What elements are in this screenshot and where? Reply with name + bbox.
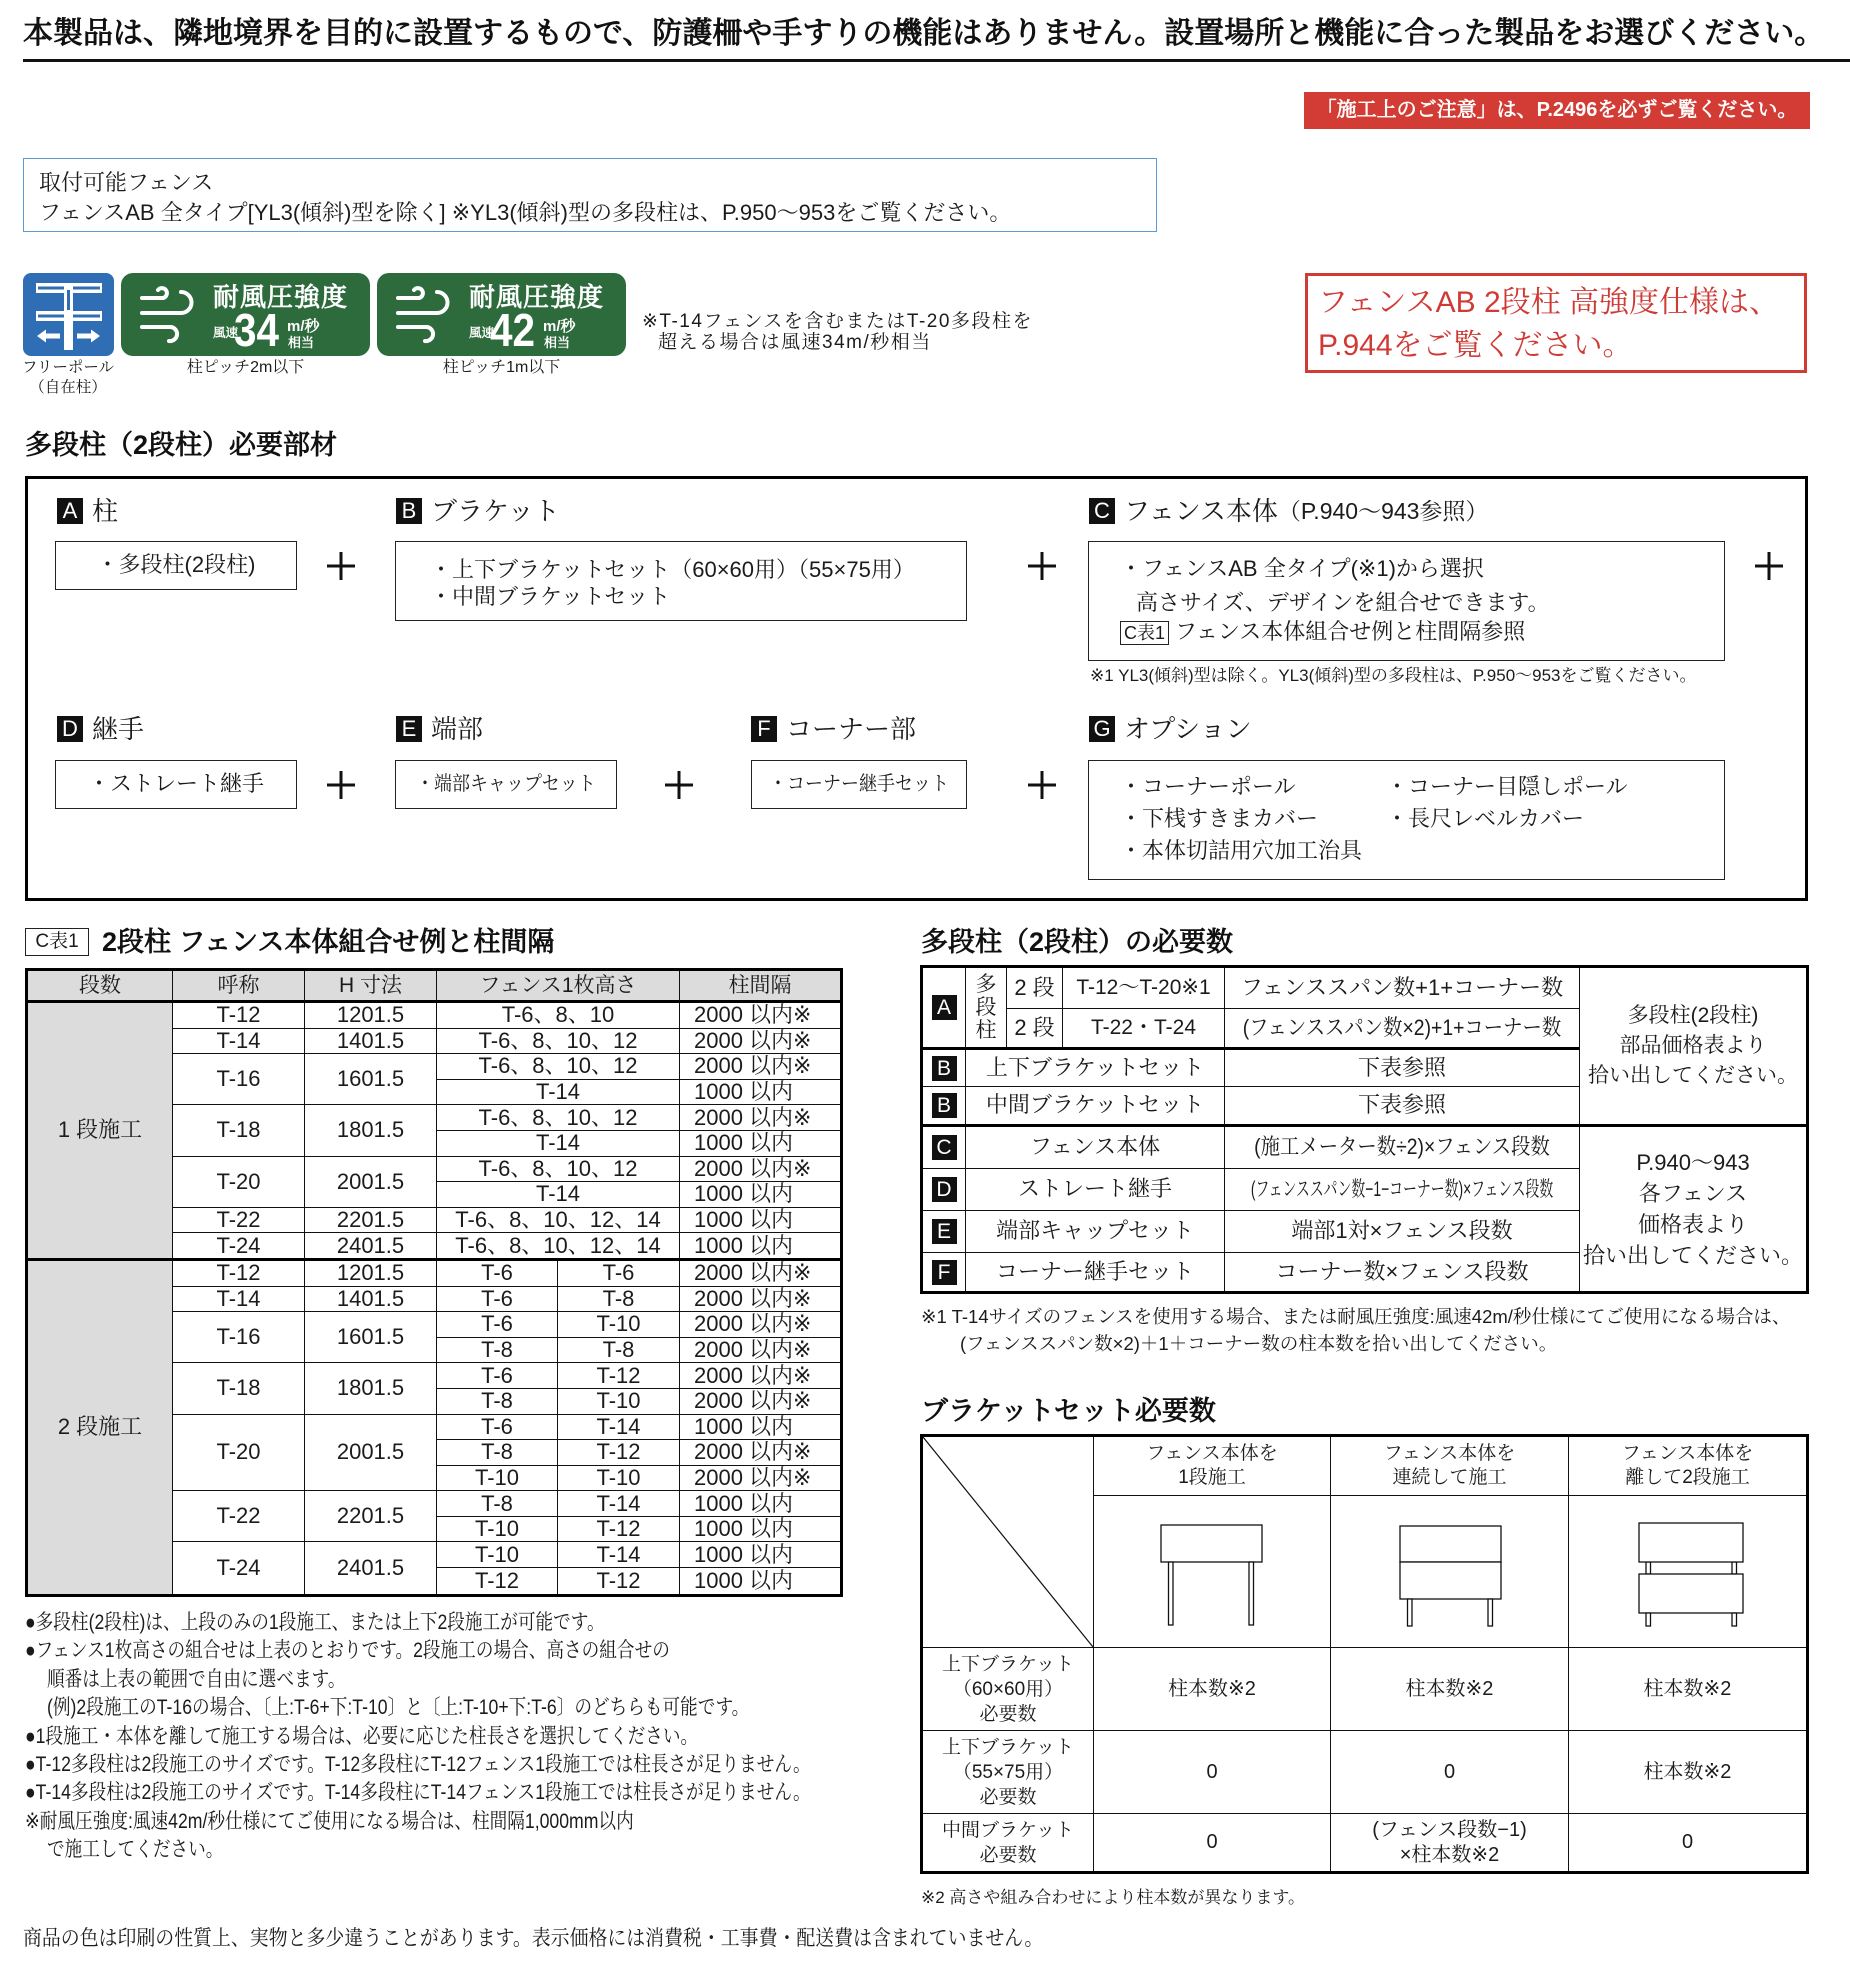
h-dimension: 1201.5 bbox=[305, 1261, 437, 1287]
model-name: T-18 bbox=[173, 1105, 305, 1156]
post-pitch: 1000 以内 bbox=[680, 1542, 840, 1568]
model-name: T-22 bbox=[173, 1491, 305, 1542]
fence-height: T-6、8、10、12 bbox=[437, 1029, 680, 1055]
stage-label: 1 段施工 bbox=[28, 1003, 173, 1261]
group-d-item: ・ストレート継手 bbox=[87, 771, 264, 796]
note-line: 各フェンス bbox=[1638, 1181, 1748, 1206]
post-pitch: 1000 以内 bbox=[680, 1080, 840, 1106]
formula-cell: 下表参照 bbox=[1225, 1087, 1580, 1127]
upper-fence-height: T-8 bbox=[437, 1491, 558, 1517]
lower-fence-height: T-12 bbox=[558, 1568, 680, 1594]
free-pole-icon bbox=[23, 273, 114, 356]
group-d-title: 継手 bbox=[92, 714, 145, 744]
note-line: 拾い出してください。 bbox=[1588, 1064, 1798, 1087]
group-g-label bbox=[1089, 715, 1252, 743]
fence-height: T-6、8、10、12 bbox=[437, 1054, 680, 1080]
post-pitch: 1000 以内 bbox=[680, 1182, 840, 1208]
model-name: T-12 bbox=[173, 1003, 305, 1029]
letter-badge-g: G bbox=[1089, 716, 1115, 742]
letter-badge-d: D bbox=[57, 716, 83, 742]
size-range-cell: T-12〜T-20※1 bbox=[1063, 968, 1225, 1009]
note-text: ●1段施工・本体を離して施工する場合は、必要に応じた柱長さを選択してください。 bbox=[25, 1724, 699, 1748]
formula-cell bbox=[1225, 1169, 1580, 1211]
lower-fence-height: T-12 bbox=[558, 1440, 680, 1466]
corner-cell bbox=[923, 1437, 1094, 1648]
parts-heading: 多段柱（2段柱）必要部材 bbox=[25, 430, 338, 460]
plus-icon bbox=[327, 771, 355, 799]
lower-fence-height: T-12 bbox=[558, 1517, 680, 1543]
bracket-count-cell: 柱本数※2 bbox=[1331, 1648, 1569, 1731]
lower-fence-height: T-6 bbox=[558, 1261, 680, 1287]
note-line bbox=[25, 1694, 960, 1722]
upper-fence-height: T-6 bbox=[437, 1287, 558, 1313]
h-dimension: 1401.5 bbox=[305, 1287, 437, 1313]
group-d-label bbox=[57, 715, 144, 743]
part-name-cell: フェンス本体 bbox=[966, 1127, 1225, 1169]
post-pitch: 1000 以内 bbox=[680, 1415, 840, 1441]
column-header-height: H 寸法 bbox=[305, 971, 437, 1003]
wind-speed-unit: m/秒 bbox=[287, 318, 320, 335]
title-divider bbox=[23, 59, 1850, 62]
group-f-items bbox=[751, 760, 967, 809]
post-pitch: 2000 以内※ bbox=[680, 1054, 840, 1080]
letter-badge-a: A bbox=[932, 995, 957, 1020]
fence-height: T-6、8、10、12、14 bbox=[437, 1233, 680, 1261]
bracket-count-cell: 柱本数※2 bbox=[1094, 1648, 1331, 1731]
fence-height: T-14 bbox=[437, 1182, 680, 1208]
formula-cell: 下表参照 bbox=[1225, 1050, 1580, 1087]
parts-price-note bbox=[1580, 968, 1806, 1127]
wind-badge-caption: 柱ピッチ1m以下 bbox=[442, 359, 561, 376]
wind-rating-title: 耐風圧強度 bbox=[469, 282, 605, 312]
letter-badge-c: C bbox=[1089, 498, 1115, 524]
note-text: ※耐風圧強度:風速42m/秒仕様にてご使用になる場合は、柱間隔1,000mm以内 bbox=[25, 1809, 634, 1833]
letter-badge-d: D bbox=[932, 1177, 957, 1202]
table-ref-badge: C表1 bbox=[1120, 621, 1169, 645]
note-text: (例)2段施工のT-16の場合、〔上:T-6+下:T-10〕と〔上:T-10+下:T-6〕のどちらも可能です。 bbox=[47, 1696, 750, 1720]
group-a-title: 柱 bbox=[92, 496, 119, 526]
column-header-stages: 段数 bbox=[28, 971, 173, 1003]
lower-fence-height: T-10 bbox=[558, 1312, 680, 1338]
post-pitch: 1000 以内 bbox=[680, 1131, 840, 1157]
note-line: 価格表より bbox=[1637, 1212, 1748, 1237]
post-pitch: 2000 以内※ bbox=[680, 1105, 840, 1131]
upper-fence-height: T-6 bbox=[437, 1312, 558, 1338]
fence-price-note bbox=[1580, 1127, 1806, 1291]
diagram-cell bbox=[1094, 1496, 1331, 1648]
post-pitch: 2000 以内※ bbox=[680, 1466, 840, 1492]
wind-note-line-1: ※T-14フェンスを含むまたはT-20多段柱を bbox=[642, 311, 1033, 332]
note-line: 拾い出してください。 bbox=[1582, 1243, 1803, 1268]
note-text: ●T-12多段柱は2段施工のサイズです。T-12多段柱にT-12フェンス1段施工では柱長さが足りません。 bbox=[25, 1752, 811, 1776]
required-posts-heading: 多段柱（2段柱）の必要数 bbox=[921, 927, 1234, 957]
h-dimension: 2001.5 bbox=[305, 1157, 437, 1208]
stage-cell: 2 段 bbox=[1007, 1009, 1063, 1050]
fence-height: T-6、8、10、12 bbox=[437, 1105, 680, 1131]
post-pitch: 2000 以内※ bbox=[680, 1029, 840, 1055]
column-header-fence-height: フェンス1枚高さ bbox=[437, 971, 680, 1003]
table-ref-text: フェンス本体組合せ例と柱間隔参照 bbox=[1175, 619, 1526, 644]
notes-list bbox=[25, 1609, 960, 1865]
group-c-table-ref-line bbox=[1120, 618, 1525, 646]
fence-combination-table bbox=[25, 968, 843, 1597]
row-label-middle bbox=[923, 1814, 1094, 1871]
letter-badge-b: B bbox=[396, 498, 422, 524]
group-c-item: 高さサイズ、デザインを組合せできます。 bbox=[1136, 590, 1550, 615]
group-b-label bbox=[396, 497, 560, 525]
group-f-item: ・コーナー継手セット bbox=[769, 773, 949, 795]
note-text: 順番は上表の範囲で自由に選べます。 bbox=[47, 1667, 346, 1691]
group-f-item-row bbox=[752, 770, 966, 798]
lower-fence-height: T-10 bbox=[558, 1466, 680, 1492]
c-table-title: 2段柱 フェンス本体組合せ例と柱間隔 bbox=[102, 927, 555, 957]
fence-height: T-6、8、10、12、14 bbox=[437, 1208, 680, 1234]
lower-fence-height: T-8 bbox=[558, 1338, 680, 1364]
required-posts-table bbox=[920, 965, 1809, 1294]
fence-height: T-6、8、10 bbox=[437, 1003, 680, 1029]
free-pole-sublabel: （自在柱） bbox=[29, 379, 107, 396]
h-dimension: 1401.5 bbox=[305, 1029, 437, 1055]
post-pitch: 2000 以内※ bbox=[680, 1440, 840, 1466]
letter-badge-f: F bbox=[932, 1260, 957, 1285]
fence-height: T-6、8、10、12 bbox=[437, 1157, 680, 1183]
bracket-count-cell: 0 bbox=[1094, 1814, 1331, 1871]
row-label-line: 上下ブラケット bbox=[941, 1653, 1075, 1675]
note-line bbox=[25, 1808, 960, 1836]
lower-fence-height: T-12 bbox=[558, 1363, 680, 1389]
footer-disclaimer-text: 商品の色は印刷の性質上、実物と多少違うことがあります。表示価格には消費税・工事費・配送費は含まれていません。 bbox=[23, 1927, 1044, 1950]
post-pitch: 1000 以内 bbox=[680, 1517, 840, 1543]
part-name-cell: 端部キャップセット bbox=[966, 1211, 1225, 1253]
group-a-item: ・多段柱(2段柱) bbox=[96, 552, 256, 577]
letter-badge-f: F bbox=[751, 716, 777, 742]
bracket-count-cell bbox=[1331, 1814, 1569, 1871]
formula-cell: コーナー数×フェンス段数 bbox=[1225, 1253, 1580, 1291]
post-pitch: 2000 以内※ bbox=[680, 1338, 840, 1364]
plus-icon bbox=[665, 771, 693, 799]
free-pole-label: フリーポール bbox=[21, 359, 115, 376]
group-f-label bbox=[751, 715, 916, 743]
model-name: T-24 bbox=[173, 1542, 305, 1593]
row-label-line: 中間ブラケット bbox=[941, 1819, 1075, 1841]
post-name-vertical: 多段柱 bbox=[975, 973, 997, 1042]
row-e-letter-cell bbox=[923, 1211, 966, 1253]
h-dimension: 1601.5 bbox=[305, 1312, 437, 1363]
group-b-item: ・上下ブラケットセット（60×60用）（55×75用） bbox=[430, 557, 915, 582]
row-c-letter-cell bbox=[923, 1127, 966, 1169]
upper-fence-height: T-8 bbox=[437, 1440, 558, 1466]
c-table-ref-badge: C表1 bbox=[25, 928, 89, 956]
upper-fence-height: T-10 bbox=[437, 1466, 558, 1492]
required-posts-footnote-2: (フェンススパン数×2)＋1＋コーナー数の柱本数を拾い出してください。 bbox=[960, 1333, 1558, 1354]
post-pitch: 1000 以内 bbox=[680, 1491, 840, 1517]
post-pitch: 2000 以内※ bbox=[680, 1157, 840, 1183]
upper-fence-height: T-8 bbox=[437, 1389, 558, 1415]
group-f-title: コーナー部 bbox=[786, 714, 917, 744]
post-pitch: 2000 以内※ bbox=[680, 1003, 840, 1029]
column-header-line: 連続して施工 bbox=[1392, 1467, 1507, 1488]
h-dimension: 2401.5 bbox=[305, 1542, 437, 1593]
plus-icon bbox=[1755, 552, 1783, 580]
group-e-items bbox=[395, 760, 617, 809]
option-item: ・コーナーポール bbox=[1120, 774, 1296, 799]
diagram-cell bbox=[1331, 1496, 1569, 1648]
group-c-items bbox=[1088, 541, 1725, 661]
row-label-line: 必要数 bbox=[979, 1786, 1037, 1808]
post-pitch: 2000 以内※ bbox=[680, 1287, 840, 1313]
bracket-sets-footnote: ※2 高さや組み合わせにより柱本数が異なります。 bbox=[921, 1888, 1306, 1907]
h-dimension: 1601.5 bbox=[305, 1054, 437, 1105]
post-name-cell bbox=[966, 968, 1007, 1050]
letter-badge-b: B bbox=[932, 1093, 957, 1118]
group-c-item: ・フェンスAB 全タイプ(※1)から選択 bbox=[1120, 556, 1484, 581]
bracket-count-line: (フェンス段数−1) bbox=[1372, 1818, 1527, 1841]
note-line bbox=[25, 1751, 960, 1779]
column-header-post-pitch: 柱間隔 bbox=[680, 971, 840, 1003]
footer-disclaimer bbox=[23, 1927, 1157, 1951]
stage-label: 2 段施工 bbox=[28, 1261, 173, 1594]
row-label-line: （60×60用） bbox=[952, 1678, 1064, 1700]
note-line bbox=[25, 1637, 960, 1665]
lower-fence-height: T-8 bbox=[558, 1287, 680, 1313]
lower-fence-height: T-10 bbox=[558, 1389, 680, 1415]
wind-rating-badge-34 bbox=[121, 273, 370, 356]
model-name: T-20 bbox=[173, 1157, 305, 1208]
model-name: T-14 bbox=[173, 1287, 305, 1313]
note-line bbox=[25, 1609, 960, 1637]
high-strength-notice-line-2: P.944をご覧ください。 bbox=[1318, 329, 1633, 362]
column-header-continuous bbox=[1331, 1437, 1569, 1496]
group-c-title: フェンス本体 bbox=[1124, 496, 1278, 526]
bracket-count-cell: 柱本数※2 bbox=[1569, 1731, 1806, 1814]
note-text: で施工してください。 bbox=[47, 1838, 224, 1862]
group-g-title: オプション bbox=[1124, 714, 1252, 744]
post-pitch: 2000 以内※ bbox=[680, 1363, 840, 1389]
lower-fence-height: T-14 bbox=[558, 1542, 680, 1568]
bracket-count-line: ×柱本数※2 bbox=[1399, 1843, 1500, 1866]
page-title: 本製品は、隣地境界を目的に設置するもので、防護柵や手すりの機能はありません。設置場所と機能に合った製品をお選びください。 bbox=[23, 17, 1825, 50]
row-b-letter-cell bbox=[923, 1050, 966, 1087]
note-line: P.940〜943 bbox=[1636, 1150, 1750, 1175]
part-name-cell: ストレート継手 bbox=[966, 1169, 1225, 1211]
h-dimension: 2201.5 bbox=[305, 1208, 437, 1234]
lower-fence-height: T-14 bbox=[558, 1491, 680, 1517]
bracket-count-cell: 柱本数※2 bbox=[1569, 1648, 1806, 1731]
note-line bbox=[25, 1779, 960, 1807]
compatible-fences-label: 取付可能フェンス bbox=[39, 170, 214, 195]
wind-rating-badge-42 bbox=[377, 273, 626, 356]
plus-icon bbox=[1028, 552, 1056, 580]
formula-cell: 端部1対×フェンス段数 bbox=[1225, 1211, 1580, 1253]
upper-fence-height: T-6 bbox=[437, 1261, 558, 1287]
upper-fence-height: T-6 bbox=[437, 1363, 558, 1389]
group-a-label bbox=[57, 497, 118, 525]
high-strength-notice bbox=[1305, 273, 1807, 373]
compatible-fences-text: フェンスAB 全タイプ[YL3(傾斜)型を除く] ※YL3(傾斜)型の多段柱は、P.950〜953をご覧ください。 bbox=[39, 200, 1012, 225]
wind-speed-suffix: 相当 bbox=[288, 335, 315, 350]
upper-fence-height: T-10 bbox=[437, 1517, 558, 1543]
row-label-line: （55×75用） bbox=[952, 1761, 1064, 1783]
continuous-fence-icon bbox=[1331, 1496, 1568, 1647]
bracket-count-cell: 0 bbox=[1331, 1731, 1569, 1814]
row-f-letter-cell bbox=[923, 1253, 966, 1291]
option-item: ・コーナー目隠しポール bbox=[1386, 774, 1628, 799]
plus-icon bbox=[1028, 771, 1056, 799]
lower-fence-height: T-14 bbox=[558, 1415, 680, 1441]
model-name: T-20 bbox=[173, 1415, 305, 1492]
h-dimension: 2401.5 bbox=[305, 1233, 437, 1261]
formula-text: (フェンススパン数×2)+1+コーナー数 bbox=[1242, 1014, 1562, 1040]
bracket-count-cell: 0 bbox=[1681, 1831, 1694, 1853]
part-name-cell: 上下ブラケットセット bbox=[966, 1050, 1225, 1087]
row-d-letter-cell bbox=[923, 1169, 966, 1211]
group-b-items bbox=[395, 541, 967, 621]
model-name: T-18 bbox=[173, 1363, 305, 1414]
part-name-cell: コーナー継手セット bbox=[966, 1253, 1225, 1291]
wind-speed-value: 42 bbox=[490, 304, 536, 356]
construction-notice-banner: 「施工上のご注意」は、P.2496を必ずご覧ください。 bbox=[1304, 92, 1810, 129]
diagram-cell bbox=[1569, 1496, 1806, 1648]
letter-badge-b: B bbox=[932, 1056, 957, 1081]
row-label-line: 必要数 bbox=[979, 1703, 1037, 1725]
column-header-line: フェンス本体を bbox=[1621, 1443, 1754, 1464]
post-pitch: 2000 以内※ bbox=[680, 1389, 840, 1415]
note-line bbox=[25, 1836, 960, 1864]
column-header-name: 呼称 bbox=[173, 971, 305, 1003]
parts-footnote: ※1 YL3(傾斜)型は除く。YL3(傾斜)型の多段柱は、P.950〜953をご覧ください。 bbox=[1090, 666, 1697, 685]
formula-cell: フェンススパン数+1+コーナー数 bbox=[1225, 968, 1580, 1009]
wind-speed-value: 34 bbox=[234, 304, 280, 356]
compatible-fences-box bbox=[23, 158, 1157, 232]
upper-fence-height: T-6 bbox=[437, 1415, 558, 1441]
plus-icon bbox=[327, 552, 355, 580]
high-strength-notice-line-1: フェンスAB 2段柱 高強度仕様は、 bbox=[1318, 286, 1779, 319]
model-name: T-24 bbox=[173, 1233, 305, 1261]
column-header-separated bbox=[1569, 1437, 1806, 1496]
option-item: ・長尺レベルカバー bbox=[1386, 806, 1585, 831]
group-e-item-row bbox=[396, 770, 616, 798]
note-line: 部品価格表より bbox=[1619, 1034, 1767, 1057]
model-name: T-12 bbox=[173, 1261, 305, 1287]
single-stage-fence-icon bbox=[1094, 1496, 1330, 1647]
group-d-items bbox=[55, 760, 297, 809]
separated-two-stage-fence-icon bbox=[1569, 1496, 1806, 1647]
note-text: ●多段柱(2段柱)は、上段のみの1段施工、または上下2段施工が可能です。 bbox=[25, 1611, 605, 1634]
group-a-items bbox=[55, 541, 297, 590]
group-c-page-ref: （P.940〜943参照） bbox=[1277, 498, 1489, 524]
row-label-line: 上下ブラケット bbox=[941, 1736, 1075, 1758]
column-header-line: 離して2段施工 bbox=[1625, 1467, 1750, 1488]
column-header-line: フェンス本体を bbox=[1383, 1443, 1516, 1464]
wind-speed-unit: m/秒 bbox=[543, 318, 576, 335]
bracket-count-cell: 0 bbox=[1094, 1731, 1331, 1814]
fence-height: T-14 bbox=[437, 1131, 680, 1157]
post-pitch: 1000 以内 bbox=[680, 1233, 840, 1261]
row-b-letter-cell bbox=[923, 1087, 966, 1127]
group-b-title: ブラケット bbox=[431, 496, 560, 526]
group-b-item: ・中間ブラケットセット bbox=[430, 584, 671, 609]
letter-badge-c: C bbox=[932, 1135, 957, 1160]
upper-fence-height: T-12 bbox=[437, 1568, 558, 1594]
post-pitch: 2000 以内※ bbox=[680, 1312, 840, 1338]
h-dimension: 1801.5 bbox=[305, 1105, 437, 1156]
upper-fence-height: T-8 bbox=[437, 1338, 558, 1364]
option-item: ・下桟すきまカバー bbox=[1120, 806, 1319, 831]
formula-text: (施工メーター数÷2)×フェンス段数 bbox=[1254, 1134, 1550, 1160]
row-label-line: 必要数 bbox=[979, 1844, 1037, 1866]
wind-speed-label: 風速 bbox=[213, 326, 239, 340]
column-header-single-stage bbox=[1094, 1437, 1331, 1496]
post-pitch: 2000 以内※ bbox=[680, 1261, 840, 1287]
fence-height: T-14 bbox=[437, 1080, 680, 1106]
group-e-label bbox=[396, 715, 483, 743]
note-line: 多段柱(2段柱) bbox=[1627, 1004, 1759, 1027]
wind-note-line-2: 超える場合は風速34m/秒相当 bbox=[658, 332, 932, 353]
letter-badge-a: A bbox=[57, 498, 83, 524]
group-g-items bbox=[1088, 760, 1725, 880]
diagonal-line bbox=[923, 1437, 1094, 1648]
wind-rating-title: 耐風圧強度 bbox=[213, 282, 349, 312]
option-item: ・本体切詰用穴加工治具 bbox=[1120, 838, 1363, 863]
row-label-upper-lower-55 bbox=[923, 1731, 1094, 1814]
group-e-item: ・端部キャップセット bbox=[416, 773, 596, 795]
h-dimension: 2201.5 bbox=[305, 1491, 437, 1542]
bracket-sets-heading: ブラケットセット必要数 bbox=[921, 1396, 1216, 1426]
size-range-cell: T-22・T-24 bbox=[1063, 1009, 1225, 1050]
model-name: T-16 bbox=[173, 1312, 305, 1363]
note-line bbox=[25, 1723, 960, 1751]
formula-cell bbox=[1225, 1127, 1580, 1169]
note-line bbox=[25, 1666, 960, 1694]
wind-badge-caption: 柱ピッチ2m以下 bbox=[186, 359, 305, 376]
h-dimension: 1801.5 bbox=[305, 1363, 437, 1414]
group-e-title: 端部 bbox=[431, 714, 484, 744]
model-name: T-22 bbox=[173, 1208, 305, 1234]
letter-badge-e: E bbox=[932, 1219, 957, 1244]
wind-speed-suffix: 相当 bbox=[544, 335, 571, 350]
letter-badge-e: E bbox=[396, 716, 422, 742]
row-label-upper-lower-60 bbox=[923, 1648, 1094, 1731]
post-pitch: 1000 以内 bbox=[694, 1567, 794, 1593]
upper-fence-height: T-10 bbox=[437, 1542, 558, 1568]
h-dimension: 1201.5 bbox=[305, 1003, 437, 1029]
note-text: ●フェンス1枚高さの組合せは上表のとおりです。2段施工の場合、高さの組合せの bbox=[25, 1639, 670, 1663]
post-pitch: 1000 以内 bbox=[680, 1208, 840, 1234]
bracket-sets-table bbox=[920, 1434, 1809, 1874]
h-dimension: 2001.5 bbox=[305, 1415, 437, 1492]
row-a-letter-cell bbox=[923, 968, 966, 1050]
wind-speed-label: 風速 bbox=[469, 326, 495, 340]
model-name: T-16 bbox=[173, 1054, 305, 1105]
note-text: ●T-14多段柱は2段施工のサイズです。T-14多段柱にT-14フェンス1段施工では柱長さが足りません。 bbox=[25, 1781, 811, 1805]
formula-text: (フェンススパン数−1−コーナー数)×フェンス段数 bbox=[1250, 1177, 1554, 1201]
column-header-line: 1段施工 bbox=[1178, 1467, 1246, 1488]
formula-cell bbox=[1225, 1009, 1580, 1050]
stage-cell: 2 段 bbox=[1007, 968, 1063, 1009]
model-name: T-14 bbox=[173, 1029, 305, 1055]
group-c-label bbox=[1089, 497, 1488, 525]
part-name-cell: 中間ブラケットセット bbox=[966, 1087, 1225, 1127]
required-posts-footnote-1: ※1 T-14サイズのフェンスを使用する場合、または耐風圧強度:風速42m/秒仕様にてご使用になる場合は、 bbox=[921, 1306, 1791, 1327]
column-header-line: フェンス本体を bbox=[1146, 1443, 1278, 1464]
